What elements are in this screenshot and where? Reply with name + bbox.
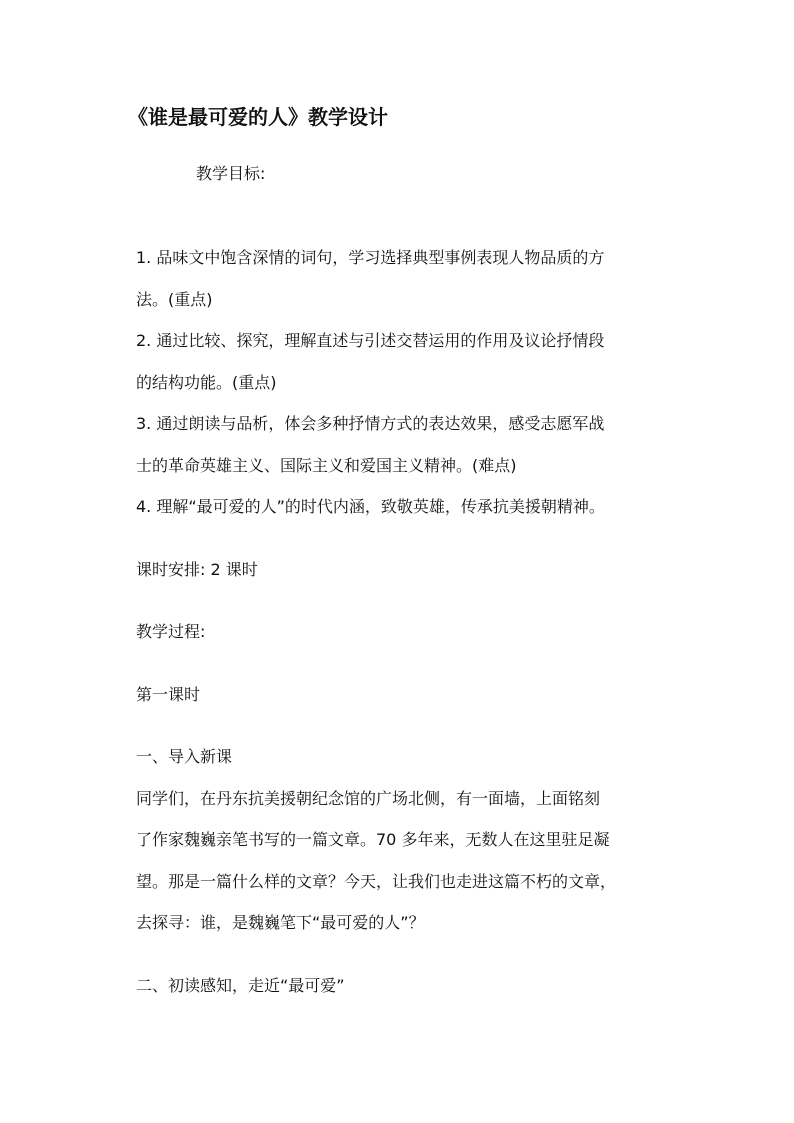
objective-line: 1. 品味文中饱含深情的词句，学习选择典型事例表现人物品质的方 [136,248,605,267]
section-two-heading: 二、初读感知，走近“最可爱” [136,976,345,995]
section-one-heading: 一、导入新课 [136,747,233,766]
objective-line: 3. 通过朗读与品析，体会多种抒情方式的表达效果，感受志愿军战 [136,414,605,433]
objectives-heading: 教学目标: [196,164,266,183]
objective-line: 士的革命英雄主义、国际主义和爱国主义精神。(难点) [136,456,517,475]
section-one-paragraph-line: 望。那是一篇什么样的文章？今天，让我们也走进这篇不朽的文章， [136,872,617,891]
objective-line: 4. 理解“最可爱的人”的时代内涵，致敬英雄，传承抗美援朝精神。 [136,497,605,516]
section-one-paragraph-line: 去探寻：谁，是魏巍笔下“最可爱的人”？ [136,913,425,932]
objective-line: 的结构功能。(重点) [136,373,277,392]
lesson-schedule: 课时安排: 2 课时 [136,560,258,579]
section-one-paragraph-line: 同学们，在丹东抗美援朝纪念馆的广场北侧，有一面墙，上面铭刻 [136,789,601,808]
objective-line: 2. 通过比较、探究，理解直述与引述交替运用的作用及议论抒情段 [136,331,605,350]
process-heading: 教学过程: [136,622,206,641]
objective-line: 法。(重点) [136,290,213,309]
section-one-paragraph-line: 了作家魏巍亲笔书写的一篇文章。70 多年来，无数人在这里驻足凝 [136,830,610,849]
document-title: 《谁是最可爱的人》教学设计 [128,105,388,129]
lesson-one-heading: 第一课时 [136,685,201,704]
